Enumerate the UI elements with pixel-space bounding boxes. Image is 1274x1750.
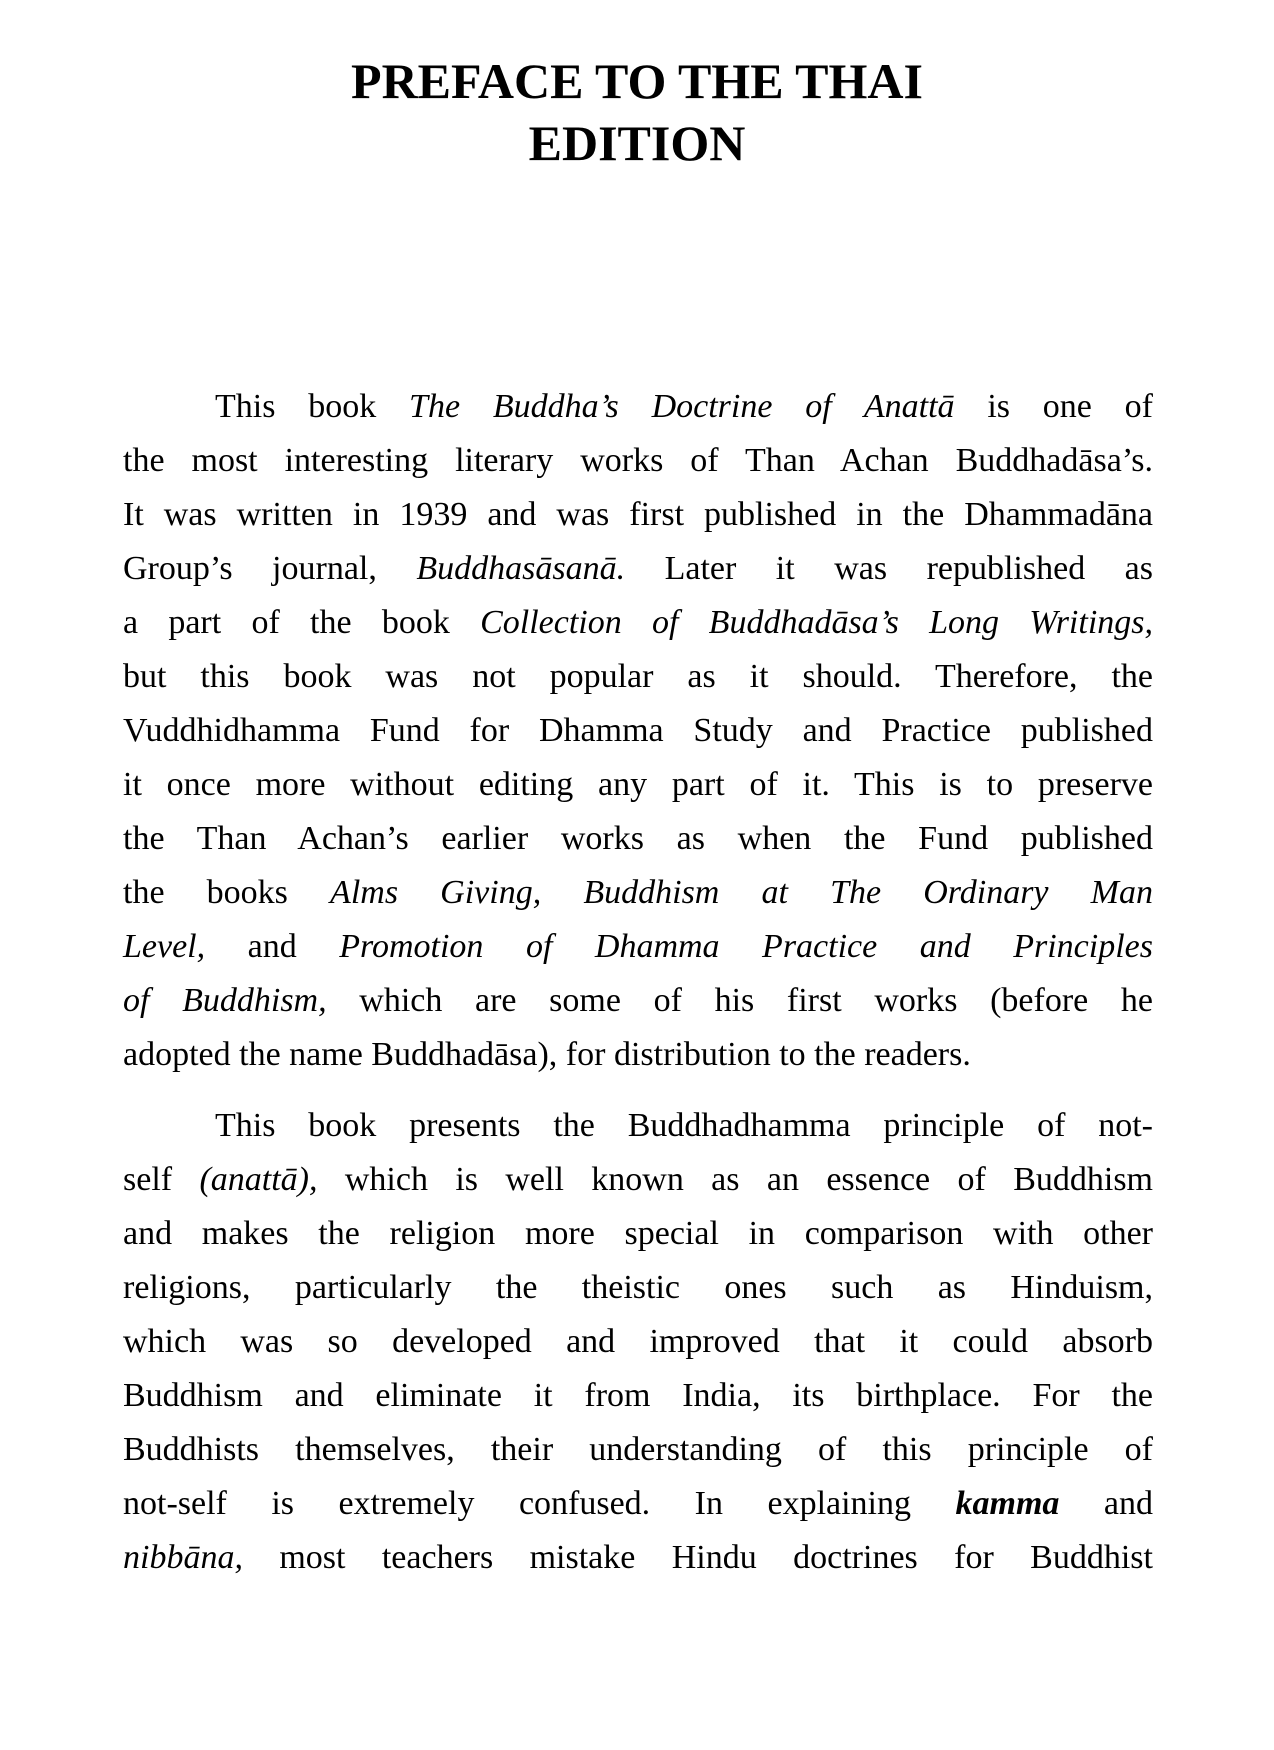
- pali-term: (anattā),: [199, 1161, 318, 1198]
- text-run: which is well known as an essence of Buddhism: [317, 1161, 1154, 1198]
- book-title: Promotion of Dhamma Practice and Principles: [339, 928, 1153, 965]
- title-line-1: PREFACE TO THE THAI: [351, 53, 923, 109]
- text-line: religions, particularly the theistic ones such as Hinduism,: [123, 1269, 1153, 1306]
- text-run: This book: [215, 388, 410, 425]
- book-title: Level,: [123, 928, 206, 965]
- text-line: which was so developed and improved that it could absorb: [123, 1323, 1153, 1360]
- page-title: [0, 50, 1274, 174]
- paragraph-2: [123, 1099, 1153, 1585]
- text-line: It was written in 1939 and was first published in the Dhammadāna: [123, 496, 1153, 533]
- text-line: This book presents the Buddhadhamma principle of not-: [215, 1107, 1153, 1144]
- text-line: but this book was not popular as it should. Therefore, the: [123, 658, 1153, 695]
- text-run: the books: [123, 874, 331, 911]
- text-line: [123, 380, 1153, 434]
- text-run: a part of the book: [123, 604, 481, 641]
- text-run: which are some of his first works (before he: [326, 982, 1153, 1019]
- journal-title: Buddhasāsanā.: [416, 550, 626, 587]
- book-title: of Buddhism,: [123, 982, 327, 1019]
- text-run: not-self is extremely confused. In explaining: [123, 1485, 956, 1522]
- text-line: [123, 866, 1153, 920]
- pali-term: nibbāna,: [123, 1539, 243, 1576]
- text-line: Buddhists themselves, their understanding of this principle of: [123, 1431, 1153, 1468]
- text-run: most teachers mistake Hindu doctrines for Buddhist: [242, 1539, 1153, 1576]
- text-run: self: [123, 1161, 200, 1198]
- text-run: is one of: [954, 388, 1154, 425]
- text-line: [123, 1531, 1153, 1585]
- text-line: Vuddhidhamma Fund for Dhamma Study and Practice published: [123, 712, 1153, 749]
- text-run: and: [205, 928, 340, 965]
- text-line: the most interesting literary works of Than Achan Buddhadāsa’s.: [123, 442, 1153, 479]
- text-run: and: [1059, 1485, 1153, 1522]
- book-title: Alms Giving, Buddhism at The Ordinary Man: [330, 874, 1153, 911]
- text-line: it once more without editing any part of it. This is to preserve: [123, 766, 1153, 803]
- text-run: Later it was republished as: [625, 550, 1154, 587]
- pali-term: kamma: [955, 1485, 1060, 1522]
- paragraph-1: [123, 380, 1153, 1082]
- book-title: Collection of Buddhadāsa’s Long Writings,: [480, 604, 1154, 641]
- text-line: adopted the name Buddhadāsa), for distribution to the readers.: [123, 1036, 971, 1073]
- text-line: Buddhism and eliminate it from India, its birthplace. For the: [123, 1377, 1153, 1414]
- text-line: [123, 542, 1153, 596]
- text-run: Group’s journal,: [123, 550, 417, 587]
- text-line: [123, 974, 1153, 1028]
- text-line: and makes the religion more special in comparison with other: [123, 1215, 1153, 1252]
- text-line: [123, 596, 1153, 650]
- text-line: [123, 1153, 1153, 1207]
- text-line: [123, 1477, 1153, 1531]
- title-line-2: EDITION: [528, 115, 746, 171]
- text-line: the Than Achan’s earlier works as when the Fund published: [123, 820, 1153, 857]
- body-text: [123, 380, 1153, 1585]
- book-title: The Buddha’s Doctrine of Anattā: [409, 388, 955, 425]
- text-line: [123, 920, 1153, 974]
